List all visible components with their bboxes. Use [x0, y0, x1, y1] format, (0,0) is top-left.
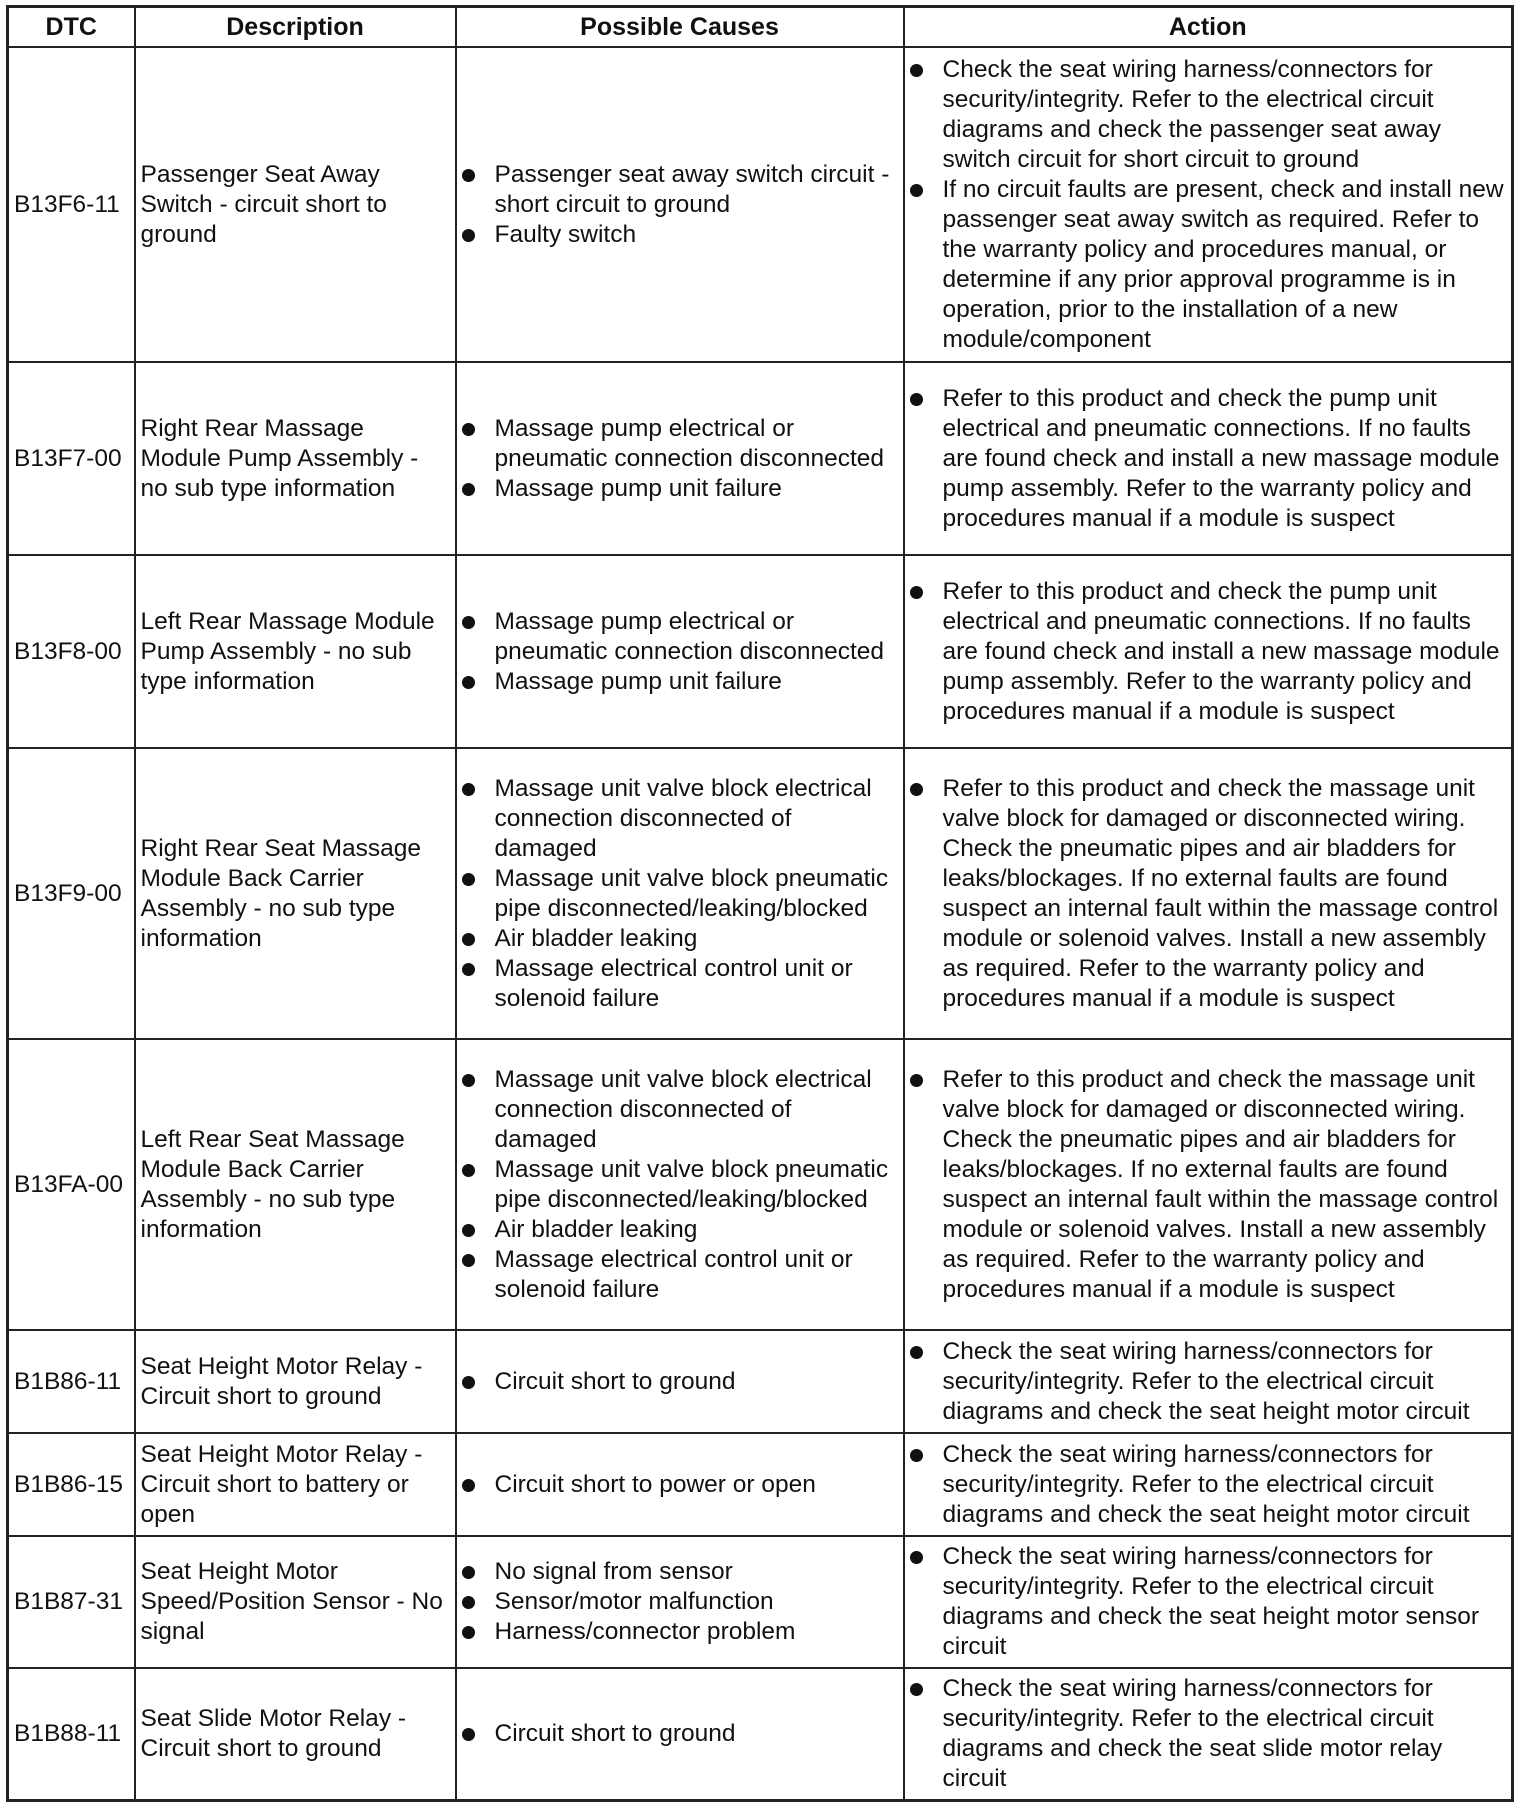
table-row — [8, 1668, 1513, 1800]
table-row — [8, 1536, 1513, 1668]
causes-list — [462, 414, 899, 504]
dtc-code: B13F7-00 — [8, 362, 135, 555]
possible-causes — [456, 47, 904, 362]
possible-causes — [456, 1536, 904, 1668]
causes-list — [462, 1719, 899, 1749]
cause-item: Massage unit valve block pneumatic pipe disconnected/leaking/blocked — [462, 1155, 899, 1215]
dtc-table — [6, 5, 1514, 1802]
cause-item: Massage pump unit failure — [462, 667, 899, 697]
dtc-description: Seat Slide Motor Relay - Circuit short to ground — [135, 1668, 456, 1800]
action-cell — [904, 1039, 1513, 1330]
dtc-description: Seat Height Motor Speed/Position Sensor - No signal — [135, 1536, 456, 1668]
causes-list — [462, 1470, 899, 1500]
action-item: Refer to this product and check the massage unit valve block for damaged or disconnected wiring. Check the pneumatic pipes and air bladders for leaks/blockages. If no external faults are found suspect an internal fault within the massage control module or solenoid valves. Install a new assembly as required. Refer to the warranty policy and procedures manual if a module is suspect — [910, 774, 1508, 1014]
cause-item: Massage electrical control unit or solenoid failure — [462, 954, 899, 1014]
causes-list — [462, 774, 899, 1014]
table-row — [8, 1330, 1513, 1433]
action-cell — [904, 1330, 1513, 1433]
actions-list — [910, 577, 1508, 727]
possible-causes — [456, 1433, 904, 1536]
header-dtc: DTC — [8, 7, 135, 48]
cause-item: Sensor/motor malfunction — [462, 1587, 899, 1617]
action-item: Check the seat wiring harness/connectors for security/integrity. Refer to the electrical circuit diagrams and check the seat height motor sensor circuit — [910, 1542, 1508, 1662]
header-action: Action — [904, 7, 1513, 48]
causes-list — [462, 1557, 899, 1647]
action-cell — [904, 47, 1513, 362]
dtc-description: Seat Height Motor Relay - Circuit short to battery or open — [135, 1433, 456, 1536]
table-row — [8, 1039, 1513, 1330]
table-row — [8, 47, 1513, 362]
dtc-description: Left Rear Massage Module Pump Assembly - no sub type information — [135, 555, 456, 748]
action-item: Check the seat wiring harness/connectors for security/integrity. Refer to the electrical circuit diagrams and check the seat slide motor relay circuit — [910, 1674, 1508, 1794]
header-possible-causes: Possible Causes — [456, 7, 904, 48]
dtc-description: Right Rear Seat Massage Module Back Carrier Assembly - no sub type information — [135, 748, 456, 1039]
action-item: If no circuit faults are present, check and install new passenger seat away switch as required. Refer to the warranty policy and procedures manual, or determine if any prior approval programme is in operation, prior to the installation of a new module/component — [910, 175, 1508, 355]
header-description: Description — [135, 7, 456, 48]
possible-causes — [456, 1039, 904, 1330]
dtc-code: B1B86-11 — [8, 1330, 135, 1433]
action-cell — [904, 748, 1513, 1039]
dtc-description: Seat Height Motor Relay - Circuit short to ground — [135, 1330, 456, 1433]
table-body — [8, 47, 1513, 1800]
dtc-code: B13FA-00 — [8, 1039, 135, 1330]
cause-item: Faulty switch — [462, 220, 899, 250]
actions-list — [910, 1337, 1508, 1427]
table-header — [8, 7, 1513, 48]
cause-item: Massage pump electrical or pneumatic connection disconnected — [462, 607, 899, 667]
cause-item: Air bladder leaking — [462, 924, 899, 954]
cause-item: Passenger seat away switch circuit - short circuit to ground — [462, 160, 899, 220]
action-item: Check the seat wiring harness/connectors for security/integrity. Refer to the electrical circuit diagrams and check the seat height motor circuit — [910, 1337, 1508, 1427]
table-row — [8, 362, 1513, 555]
dtc-code: B13F6-11 — [8, 47, 135, 362]
dtc-code: B13F8-00 — [8, 555, 135, 748]
cause-item: Massage unit valve block pneumatic pipe disconnected/leaking/blocked — [462, 864, 899, 924]
dtc-code: B1B88-11 — [8, 1668, 135, 1800]
cause-item: Air bladder leaking — [462, 1215, 899, 1245]
table-row — [8, 748, 1513, 1039]
dtc-table-wrapper — [6, 5, 1514, 1802]
causes-list — [462, 160, 899, 250]
causes-list — [462, 1367, 899, 1397]
dtc-code: B13F9-00 — [8, 748, 135, 1039]
cause-item: Massage electrical control unit or solenoid failure — [462, 1245, 899, 1305]
cause-item: Massage unit valve block electrical connection disconnected of damaged — [462, 1065, 899, 1155]
dtc-description: Left Rear Seat Massage Module Back Carrier Assembly - no sub type information — [135, 1039, 456, 1330]
cause-item: Massage unit valve block electrical connection disconnected of damaged — [462, 774, 899, 864]
possible-causes — [456, 1330, 904, 1433]
header-row — [8, 7, 1513, 48]
possible-causes — [456, 555, 904, 748]
actions-list — [910, 774, 1508, 1014]
dtc-description: Passenger Seat Away Switch - circuit short to ground — [135, 47, 456, 362]
dtc-code: B1B87-31 — [8, 1536, 135, 1668]
causes-list — [462, 1065, 899, 1305]
action-cell — [904, 555, 1513, 748]
possible-causes — [456, 362, 904, 555]
action-cell — [904, 362, 1513, 555]
cause-item: Massage pump unit failure — [462, 474, 899, 504]
actions-list — [910, 384, 1508, 534]
actions-list — [910, 1440, 1508, 1530]
dtc-code: B1B86-15 — [8, 1433, 135, 1536]
actions-list — [910, 1065, 1508, 1305]
cause-item: Harness/connector problem — [462, 1617, 899, 1647]
action-item: Check the seat wiring harness/connectors for security/integrity. Refer to the electrical circuit diagrams and check the passenger seat away switch circuit for short circuit to ground — [910, 55, 1508, 175]
cause-item: Circuit short to ground — [462, 1719, 899, 1749]
possible-causes — [456, 1668, 904, 1800]
cause-item: No signal from sensor — [462, 1557, 899, 1587]
action-item: Refer to this product and check the pump unit electrical and pneumatic connections. If no faults are found check and install a new massage module pump assembly. Refer to the warranty policy and procedures manual if a module is suspect — [910, 577, 1508, 727]
action-item: Refer to this product and check the pump unit electrical and pneumatic connections. If no faults are found check and install a new massage module pump assembly. Refer to the warranty policy and procedures manual if a module is suspect — [910, 384, 1508, 534]
cause-item: Circuit short to power or open — [462, 1470, 899, 1500]
cause-item: Circuit short to ground — [462, 1367, 899, 1397]
causes-list — [462, 607, 899, 697]
table-row — [8, 555, 1513, 748]
actions-list — [910, 55, 1508, 355]
action-cell — [904, 1536, 1513, 1668]
dtc-description: Right Rear Massage Module Pump Assembly - no sub type information — [135, 362, 456, 555]
possible-causes — [456, 748, 904, 1039]
action-cell — [904, 1433, 1513, 1536]
action-cell — [904, 1668, 1513, 1800]
cause-item: Massage pump electrical or pneumatic connection disconnected — [462, 414, 899, 474]
table-row — [8, 1433, 1513, 1536]
actions-list — [910, 1542, 1508, 1662]
actions-list — [910, 1674, 1508, 1794]
action-item: Check the seat wiring harness/connectors for security/integrity. Refer to the electrical circuit diagrams and check the seat height motor circuit — [910, 1440, 1508, 1530]
action-item: Refer to this product and check the massage unit valve block for damaged or disconnected wiring. Check the pneumatic pipes and air bladders for leaks/blockages. If no external faults are found suspect an internal fault within the massage control module or solenoid valves. Install a new assembly as required. Refer to the warranty policy and procedures manual if a module is suspect — [910, 1065, 1508, 1305]
